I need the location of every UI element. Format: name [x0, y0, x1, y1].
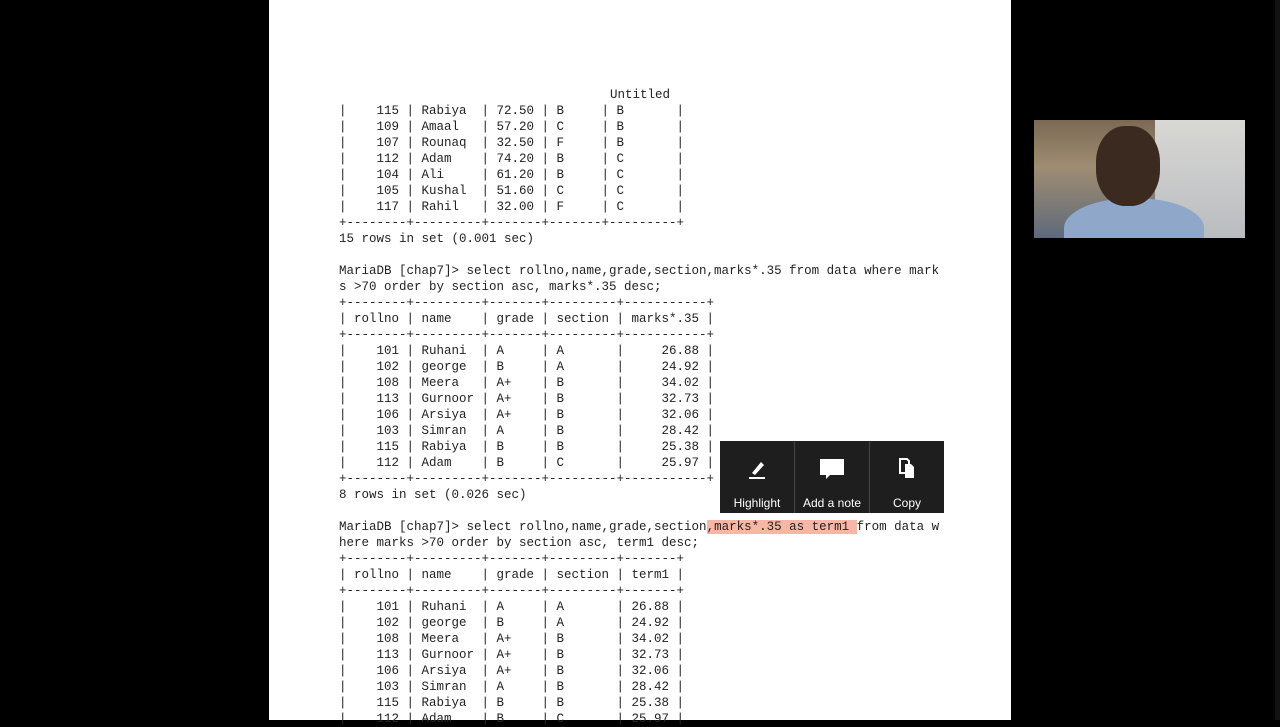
terminal-line: | 106 | Arsiya | A+ | B | 32.06 |: [339, 408, 715, 422]
terminal-line: | 108 | Meera | A+ | B | 34.02 |: [339, 376, 715, 390]
selection-popup: [720, 441, 944, 513]
terminal-line: | 108 | Meera | A+ | B | 34.02 |: [339, 632, 685, 646]
selection-after: from data w: [856, 520, 940, 534]
terminal-line: 8 rows in set (0.026 sec): [339, 488, 527, 502]
terminal-line: | 115 | Rabiya | B | B | 25.38 |: [339, 696, 685, 710]
add-note-button[interactable]: [795, 441, 870, 513]
terminal-line: | 106 | Arsiya | A+ | B | 32.06 |: [339, 664, 685, 678]
webcam-person-head: [1096, 126, 1160, 206]
screen-edge: [1275, 0, 1280, 720]
terminal-line: | 112 | Adam | 74.20 | B | C |: [339, 152, 685, 166]
terminal-line: | 105 | Kushal | 51.60 | C | C |: [339, 184, 685, 198]
terminal-line: here marks >70 order by section asc, term1 desc;: [339, 536, 700, 550]
terminal-line: +--------+---------+-------+---------+-----------+: [339, 296, 715, 310]
terminal-line: [339, 247, 939, 263]
terminal-line: s >70 order by section asc, marks*.35 desc;: [339, 280, 662, 294]
copy-label: Copy: [892, 496, 921, 510]
copy-icon: [897, 458, 917, 480]
terminal-line: | 115 | Rabiya | B | B | 25.38 |: [339, 440, 715, 454]
terminal-line: | 103 | Simran | A | B | 28.42 |: [339, 424, 715, 438]
terminal-line: | 102 | george | B | A | 24.92 |: [339, 360, 715, 374]
terminal-line: | 112 | Adam | B | C | 25.97 |: [339, 456, 715, 470]
terminal-line: | 101 | Ruhani | A | A | 26.88 |: [339, 600, 685, 614]
selection-selected[interactable]: ,marks*.35 as term1: [706, 520, 857, 534]
terminal-line: | 113 | Gurnoor | A+ | B | 32.73 |: [339, 648, 685, 662]
selection-before: MariaDB [chap7]> select rollno,name,grade,section: [339, 520, 707, 534]
highlighter-icon: [746, 458, 768, 480]
terminal-line: | 104 | Ali | 61.20 | B | C |: [339, 168, 685, 182]
terminal-line: | rollno | name | grade | section | term1 |: [339, 568, 685, 582]
terminal-line: | 102 | george | B | A | 24.92 |: [339, 616, 685, 630]
terminal-line: +--------+---------+-------+---------+-------+: [339, 584, 685, 598]
document-title: Untitled: [610, 88, 671, 102]
copy-button[interactable]: [870, 441, 944, 513]
terminal-line: | 109 | Amaal | 57.20 | C | B |: [339, 120, 685, 134]
terminal-line: | 103 | Simran | A | B | 28.42 |: [339, 680, 685, 694]
highlight-button[interactable]: [720, 441, 795, 513]
terminal-line-selected: [339, 519, 939, 535]
terminal-line: +--------+---------+-------+---------+-------+: [339, 552, 685, 566]
terminal-line: | 112 | Adam | B | C | 25.97 |: [339, 712, 685, 726]
terminal-line: | 117 | Rahil | 32.00 | F | C |: [339, 200, 685, 214]
terminal-line: | rollno | name | grade | section | marks*.35 |: [339, 312, 715, 326]
terminal-line: | 113 | Gurnoor | A+ | B | 32.73 |: [339, 392, 715, 406]
add-note-label: Add a note: [802, 496, 862, 510]
comment-icon: [819, 458, 845, 480]
terminal-line: +--------+---------+-------+-------+---------+: [339, 216, 685, 230]
terminal-line: | 107 | Rounaq | 32.50 | F | B |: [339, 136, 685, 150]
terminal-line: MariaDB [chap7]> select rollno,name,grade,section,marks*.35 from data where mark: [339, 264, 940, 278]
terminal-line: +--------+---------+-------+---------+-----------+: [339, 472, 715, 486]
terminal-line: | 101 | Ruhani | A | A | 26.88 |: [339, 344, 715, 358]
webcam-video: [1034, 120, 1245, 238]
terminal-line: +--------+---------+-------+---------+-----------+: [339, 328, 715, 342]
terminal-line: | 115 | Rabiya | 72.50 | B | B |: [339, 104, 685, 118]
highlight-label: Highlight: [733, 496, 781, 510]
terminal-line: 15 rows in set (0.001 sec): [339, 232, 535, 246]
terminal-output: [339, 103, 939, 727]
